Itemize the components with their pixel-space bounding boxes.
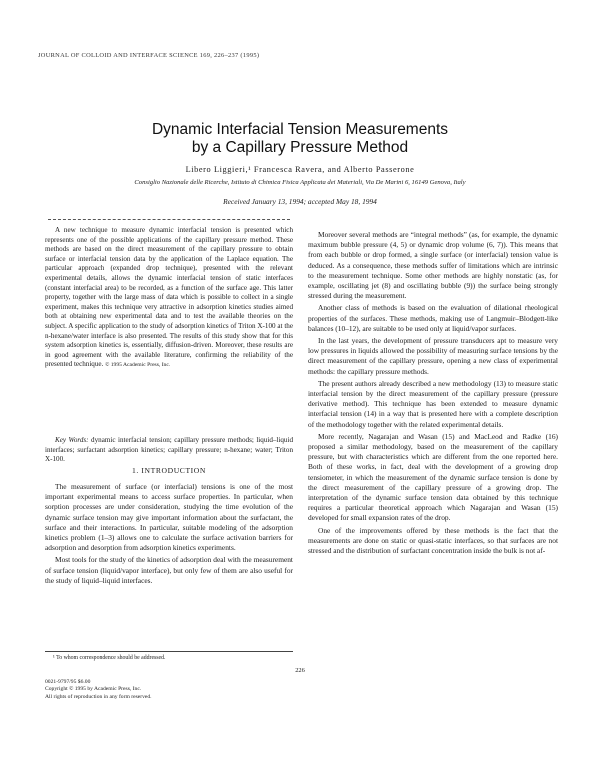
received-dates: Received January 13, 1994; accepted May 18, 1994	[223, 197, 377, 206]
keywords-label: Key Words:	[55, 436, 89, 444]
copyright-line: Copyright © 1995 by Academic Press, Inc.	[45, 686, 142, 693]
body-paragraph: Another class of methods is based on the evaluation of dilational rheological properties of the surfaces. These methods, making use of Langmuir–Blodgett-like balances (10–12), are suitable to be used only at liquid/vapor surfaces.	[308, 303, 558, 333]
page-number: 226	[295, 667, 305, 674]
article-title-line-1: Dynamic Interfacial Tension Measurements	[151, 121, 449, 138]
author-affiliation: Consiglio Nazionale delle Ricerche, Istituto di Chimica Fisica Applicata dei Materiali, Via De Marini 6, 16149 Genova, Italy	[134, 179, 466, 186]
keywords-text: dynamic interfacial tension; capillary pressure methods; liquid–liquid interfaces; surfactant adsorption kinetics; capillary pressure; n-hexane; water; Triton X-100.	[45, 436, 293, 464]
intro-paragraph: Most tools for the study of the kinetics of adsorption deal with the measurement of surface tension (liquid/vapor interface), but only few of them are also useful for the study of liquid–liquid interfaces.	[45, 555, 293, 585]
keywords	[45, 436, 293, 467]
body-paragraph: More recently, Nagarajan and Wasan (15) and MacLeod and Radke (16) proposed a similar methodology, based on the measurement of the capillary pressure, but with characteristics which are different from the one reported here. Both of these works, in fact, deal with the development of a growing drop tensiometer, in which the measurement of the dynamic surface tension is done by the direct measurement of the capillary pressure of a growing drop. The interpretation of the dynamic surface tension data obtained by this technique requires a particular theoretical approach which Nagarajan and Wasan (15) developed for small expansion rates of the drop.	[308, 431, 558, 523]
abstract	[45, 226, 293, 373]
abstract-text: A new technique to measure dynamic interfacial tension is presented which represents one of the possible applications of the capillary pressure method. These methods are based on the direct measurement of the capillary pressure to obtain surface or interfacial tension data by the application of the Laplace equation. The particular approach (expanded drop technique), presented with the relevant experimental details, allows the dynamic interfacial tension of static interfaces (constant interfacial area) to be recorded, as a function of the surface age. This latter property, together with the large mass of data which is possible to collect in a single experiment, makes this technique very attractive in adsorption kinetics studies aimed both at obtaining new experimental data and to test the available theories on the subject. A specific application to the study of adsorption kinetics of Triton X-100 at the n-hexane/water interface is also presented. The results of this study show that for this system adsorption kinetics is, essentially, diffusion-driven. Moreover, these results are in good agreement with the available literature, confirming the reliability of the presented technique.	[45, 226, 293, 369]
introduction-column	[45, 482, 293, 588]
copyright-block	[45, 679, 152, 701]
copyright-line: 0021-9797/95 $6.00	[45, 679, 91, 685]
body-paragraph: In the last years, the development of pressure transducers apt to measure very low pressures in liquids allowed the possibility of measuring surface tensions by the direct measurement of the capillary pressure, opening a new class of experimental methods: the capillary pressure methods.	[308, 336, 558, 376]
section-heading-introduction: 1. INTRODUCTION	[132, 466, 206, 475]
body-paragraph: The present authors already described a new methodology (13) to measure static interfacial tension by the direct measurement of the capillary pressure (pressure derivative method). This technique has been extended to measure dynamic interfacial tension (14) in a way that is presented here with a complete description of the methodology together with the related experimental details.	[308, 378, 558, 429]
intro-paragraph: The measurement of surface (or interfacial) tensions is one of the most important experimental means to access surface properties. In particular, when sorption processes are under consideration, studying the time evolution of the dynamic surface tension may give important information about the surfactant, the surface and their interactions. In particular, suitable modeling of the adsorption kinetics problem (1–3) allows one to calculate the surface activation barriers for adsorption and desorption from adsorption kinetics experiments.	[45, 482, 293, 553]
article-title-line-2: by a Capillary Pressure Method	[191, 139, 409, 156]
running-head: JOURNAL OF COLLOID AND INTERFACE SCIENCE 169, 226–237 (1995)	[38, 52, 260, 59]
body-paragraph: Moreover several methods are “integral methods” (as, for example, the dynamic maximum bubble pressure (4, 5) or dynamic drop volume (6, 7)). This means that from each bubble or drop formed, a single surface (or interfacial) tension value is deduced. As a consequence, these methods suffer of limitations which are intrinsic to the measurement technique. Some other methods are highly nonstatic (as, for example, oscillating jet (8) and oscillating bubble (9)) the surface being strongly stressed during the measurement.	[308, 230, 558, 301]
footnote: ¹ To whom correspondence should be addressed.	[45, 651, 293, 661]
copyright-line: All rights of reproduction in any form reserved.	[45, 693, 152, 700]
right-column	[308, 230, 558, 558]
abstract-copyright: © 1995 Academic Press, Inc.	[105, 362, 171, 369]
abstract-divider	[48, 219, 290, 220]
author-list: Libero Liggieri,¹ Francesca Ravera, and Alberto Passerone	[185, 165, 415, 174]
body-paragraph: One of the improvements offered by these methods is the fact that the measurements are done on static or quasi-static interfaces, so that surfaces are not stressed and the distribution of surfactant concentration inside the bulk is not af-	[308, 525, 558, 556]
